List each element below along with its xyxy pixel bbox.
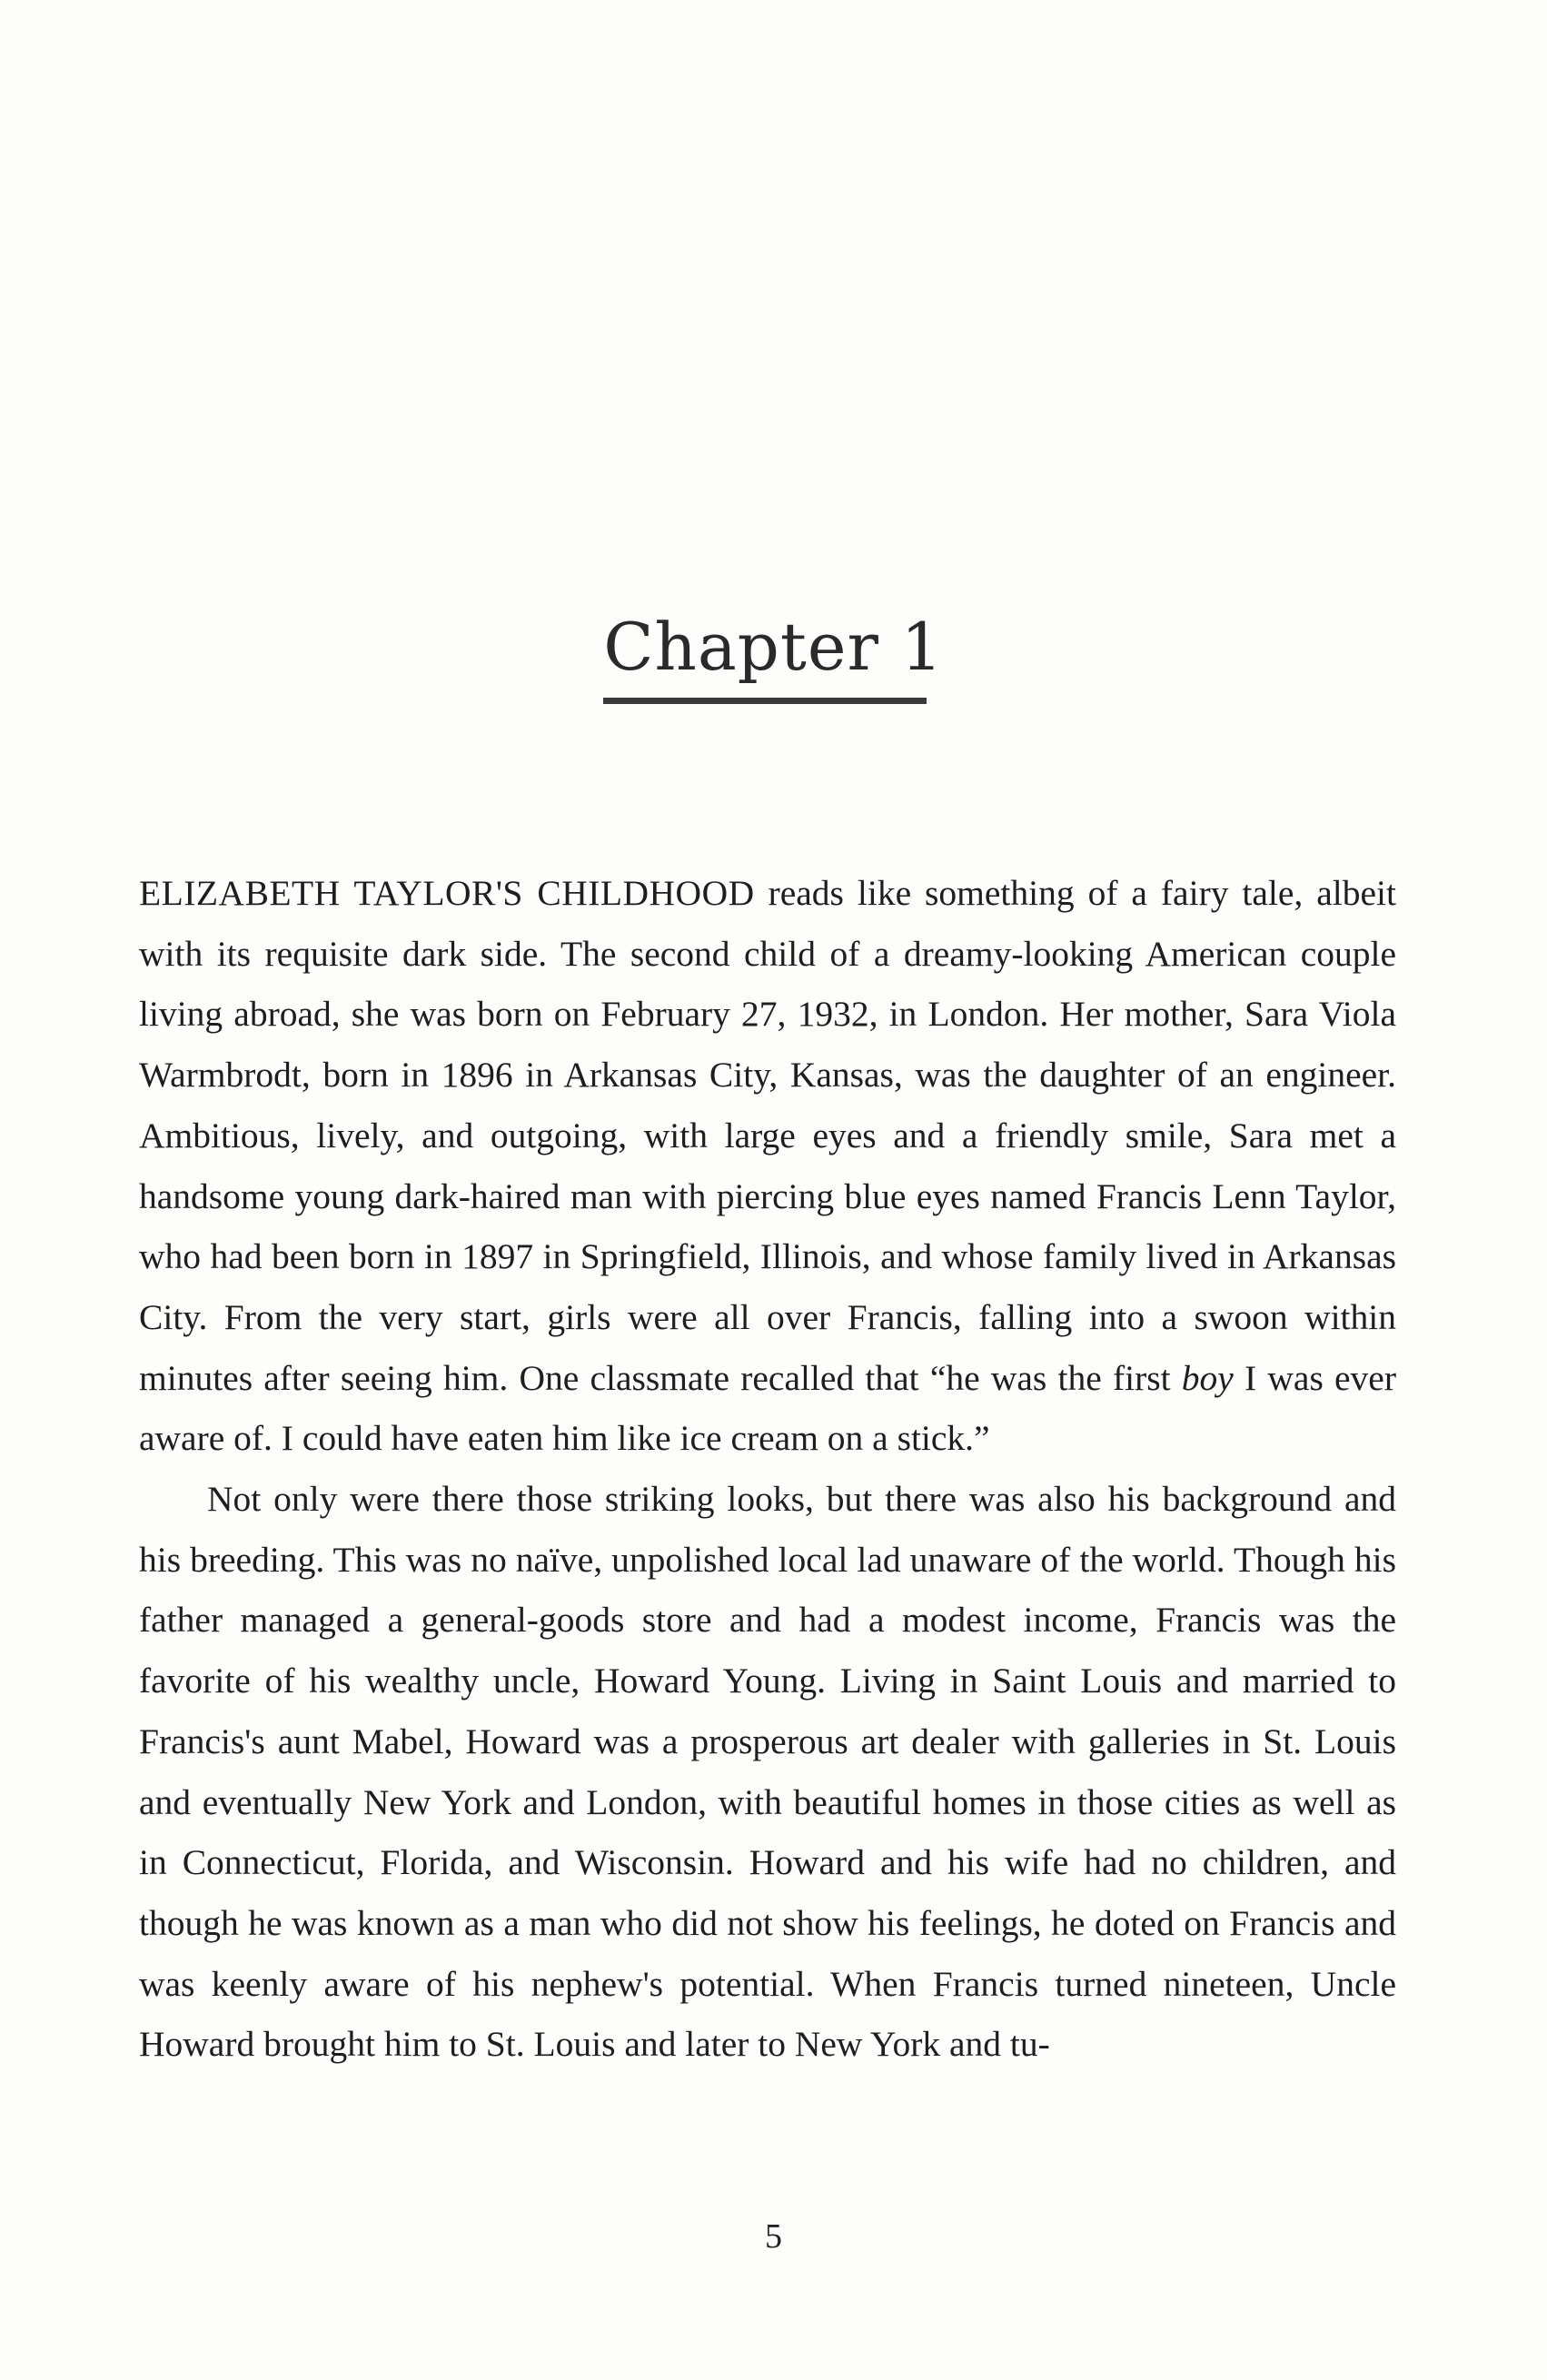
paragraph-1-text-b: I was ever aware of. I could have eaten him like ice cream on a stick.” xyxy=(139,1357,1396,1459)
body-text xyxy=(139,863,1396,2075)
paragraph-1-text-a: reads like something of a fairy tale, albeit with its requisite dark side. The second child of a dreamy-looking American couple living abroad, she was born on February 27, 1932, in London. Her mother, Sara Viola Warmbrodt, born in 1896 in Arkansas City, Kansas, was the daughter of an engineer. Ambitious, lively, and outgoing, with large eyes and a friendly smile, Sara met a handsome young dark-haired man with piercing blue eyes named Francis Lenn Taylor, who had been born in 1897 in Springfield, Illinois, and whose family lived in Arkansas City. From the very start, girls were all over Francis, falling into a swoon within minutes after seeing him. One classmate recalled that “he was the first xyxy=(139,873,1396,1398)
chapter-title-rule xyxy=(603,698,927,704)
page-number: 5 xyxy=(765,2217,782,2256)
paragraph-1-italic: boy xyxy=(1181,1357,1234,1398)
paragraph-2: Not only were there those striking looks, but there was also his background and his breeding. This was no naïve, unpolished local lad unaware of the world. Though his father managed a general-goods store and had a modest income, Francis was the favorite of his wealthy uncle, Howard Young. Living in Saint Louis and married to Francis's aunt Mabel, Howard was a prosperous art dealer with galleries in St. Louis and eventually New York and London, with beautiful homes in those cities as well as in Connecticut, Florida, and Wisconsin. Howard and his wife had no children, and though he was known as a man who did not show his feelings, he doted on Francis and was keenly aware of his nephew's potential. When Francis turned nineteen, Uncle Howard brought him to St. Louis and later to New York and tu- xyxy=(139,1479,1396,2065)
opening-small-caps: ELIZABETH TAYLOR'S CHILDHOOD xyxy=(139,873,755,913)
paragraph-1 xyxy=(139,863,1396,1469)
chapter-title: Chapter 1 xyxy=(603,609,944,686)
